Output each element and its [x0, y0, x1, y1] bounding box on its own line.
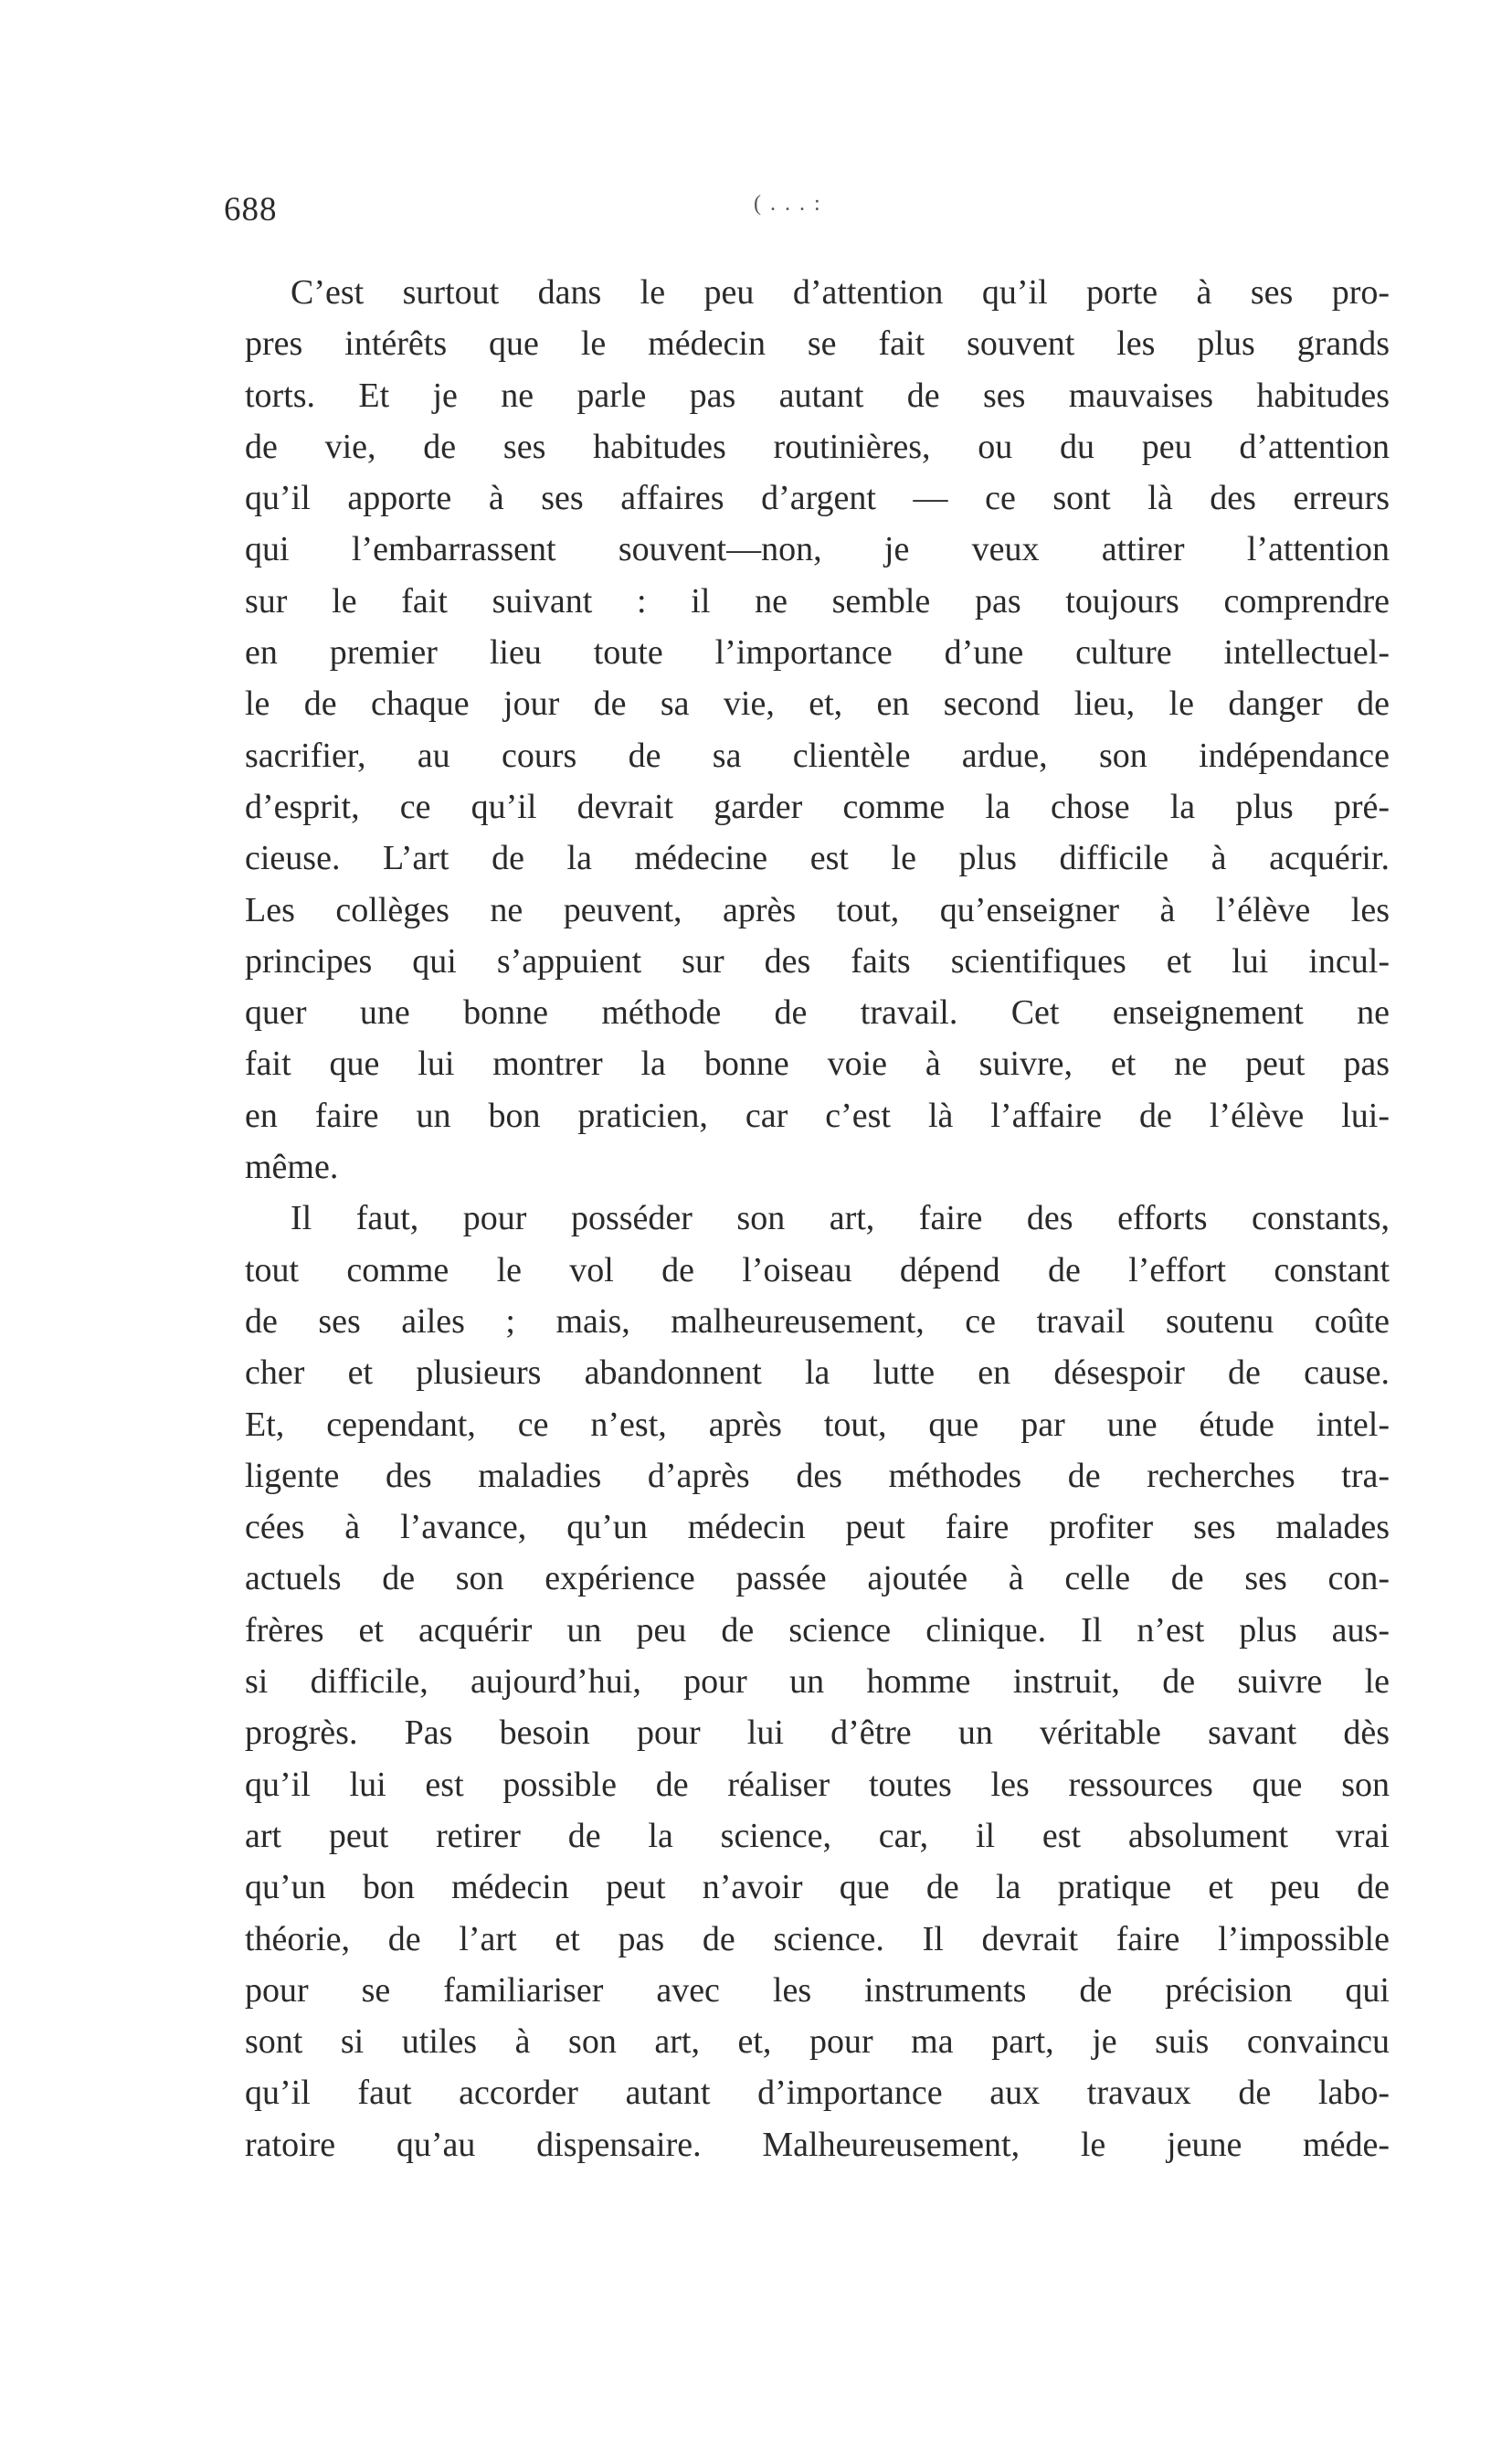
text-line: frères et acquérir un peu de science clinique. Il n’est plus aus-: [245, 1610, 1390, 1650]
text-line: actuels de son expérience passée ajoutée à celle de ses con-: [245, 1559, 1390, 1598]
text-line: tout comme le vol de l’oiseau dépend de l’effort constant: [245, 1250, 1390, 1289]
running-head: ( . . . :: [754, 192, 822, 216]
text-line: pres intérêts que le médecin se fait souvent les plus grands: [245, 324, 1390, 364]
text-line: de ses ailes ; mais, malheureusement, ce travail soutenu coûte: [245, 1301, 1390, 1341]
text-line: Les collèges ne peuvent, après tout, qu’enseigner à l’élève les: [245, 890, 1390, 929]
text-line: en premier lieu toute l’importance d’une culture intellectuel-: [245, 633, 1390, 673]
text-line: qu’il faut accorder autant d’importance aux travaux de labo-: [245, 2074, 1390, 2113]
text-line: théorie, de l’art et pas de science. Il devrait faire l’impossible: [245, 1919, 1390, 1958]
text-line: ligente des maladies d’après des méthodes de recherches tra-: [245, 1456, 1390, 1495]
text-line: qu’il lui est possible de réaliser toutes les ressources que son: [245, 1765, 1390, 1804]
text-line: principes qui s’appuient sur des faits scientifiques et lui incul-: [245, 941, 1390, 981]
text-line: d’esprit, ce qu’il devrait garder comme la chose la plus pré-: [245, 787, 1390, 826]
text-line: le de chaque jour de sa vie, et, en second lieu, le danger de: [245, 684, 1390, 724]
text-line: sacrifier, au cours de sa clientèle ardue, son indépendance: [245, 736, 1390, 775]
text-line: fait que lui montrer la bonne voie à suivre, et ne peut pas: [245, 1045, 1390, 1084]
text-line: en faire un bon praticien, car c’est là l’affaire de l’élève lui-: [245, 1096, 1390, 1135]
page-header: [224, 190, 863, 234]
text-line: qui l’embarrassent souvent—non, je veux attirer l’attention: [245, 530, 1390, 569]
text-line: ratoire qu’au dispensaire. Malheureusement, le jeune méde-: [245, 2125, 1390, 2164]
text-line: sont si utiles à son art, et, pour ma part, je suis convaincu: [245, 2022, 1390, 2062]
text-line: art peut retirer de la science, car, il est absolument vrai: [245, 1816, 1390, 1855]
text-line: quer une bonne méthode de travail. Cet enseignement ne: [245, 993, 1390, 1033]
text-line: cées à l’avance, qu’un médecin peut faire profiter ses malades: [245, 1508, 1390, 1547]
text-line: cieuse. L’art de la médecine est le plus difficile à acquérir.: [245, 839, 1390, 878]
text-line: cher et plusieurs abandonnent la lutte en désespoir de cause.: [245, 1353, 1390, 1393]
text-line: pour se familiariser avec les instruments de précision qui: [245, 1970, 1390, 2010]
text-line: qu’il apporte à ses affaires d’argent — ce sont là des erreurs: [245, 479, 1390, 518]
text-line: C’est surtout dans le peu d’attention qu’il porte à ses pro-: [291, 273, 1390, 312]
body-text: [245, 267, 1390, 2170]
page-number: 688: [224, 191, 278, 228]
text-line: Il faut, pour posséder son art, faire des efforts constants,: [291, 1199, 1390, 1238]
text-line: progrès. Pas besoin pour lui d’être un véritable savant dès: [245, 1713, 1390, 1753]
text-line: qu’un bon médecin peut n’avoir que de la pratique et peu de: [245, 1868, 1390, 1907]
text-line: torts. Et je ne parle pas autant de ses mauvaises habitudes: [245, 376, 1390, 415]
text-line: si difficile, aujourd’hui, pour un homme instruit, de suivre le: [245, 1662, 1390, 1702]
text-line: même.: [245, 1148, 339, 1187]
text-line: Et, cependant, ce n’est, après tout, que par une étude intel-: [245, 1405, 1390, 1444]
text-line: de vie, de ses habitudes routinières, ou du peu d’attention: [245, 427, 1390, 466]
text-line: sur le fait suivant : il ne semble pas toujours comprendre: [245, 581, 1390, 621]
